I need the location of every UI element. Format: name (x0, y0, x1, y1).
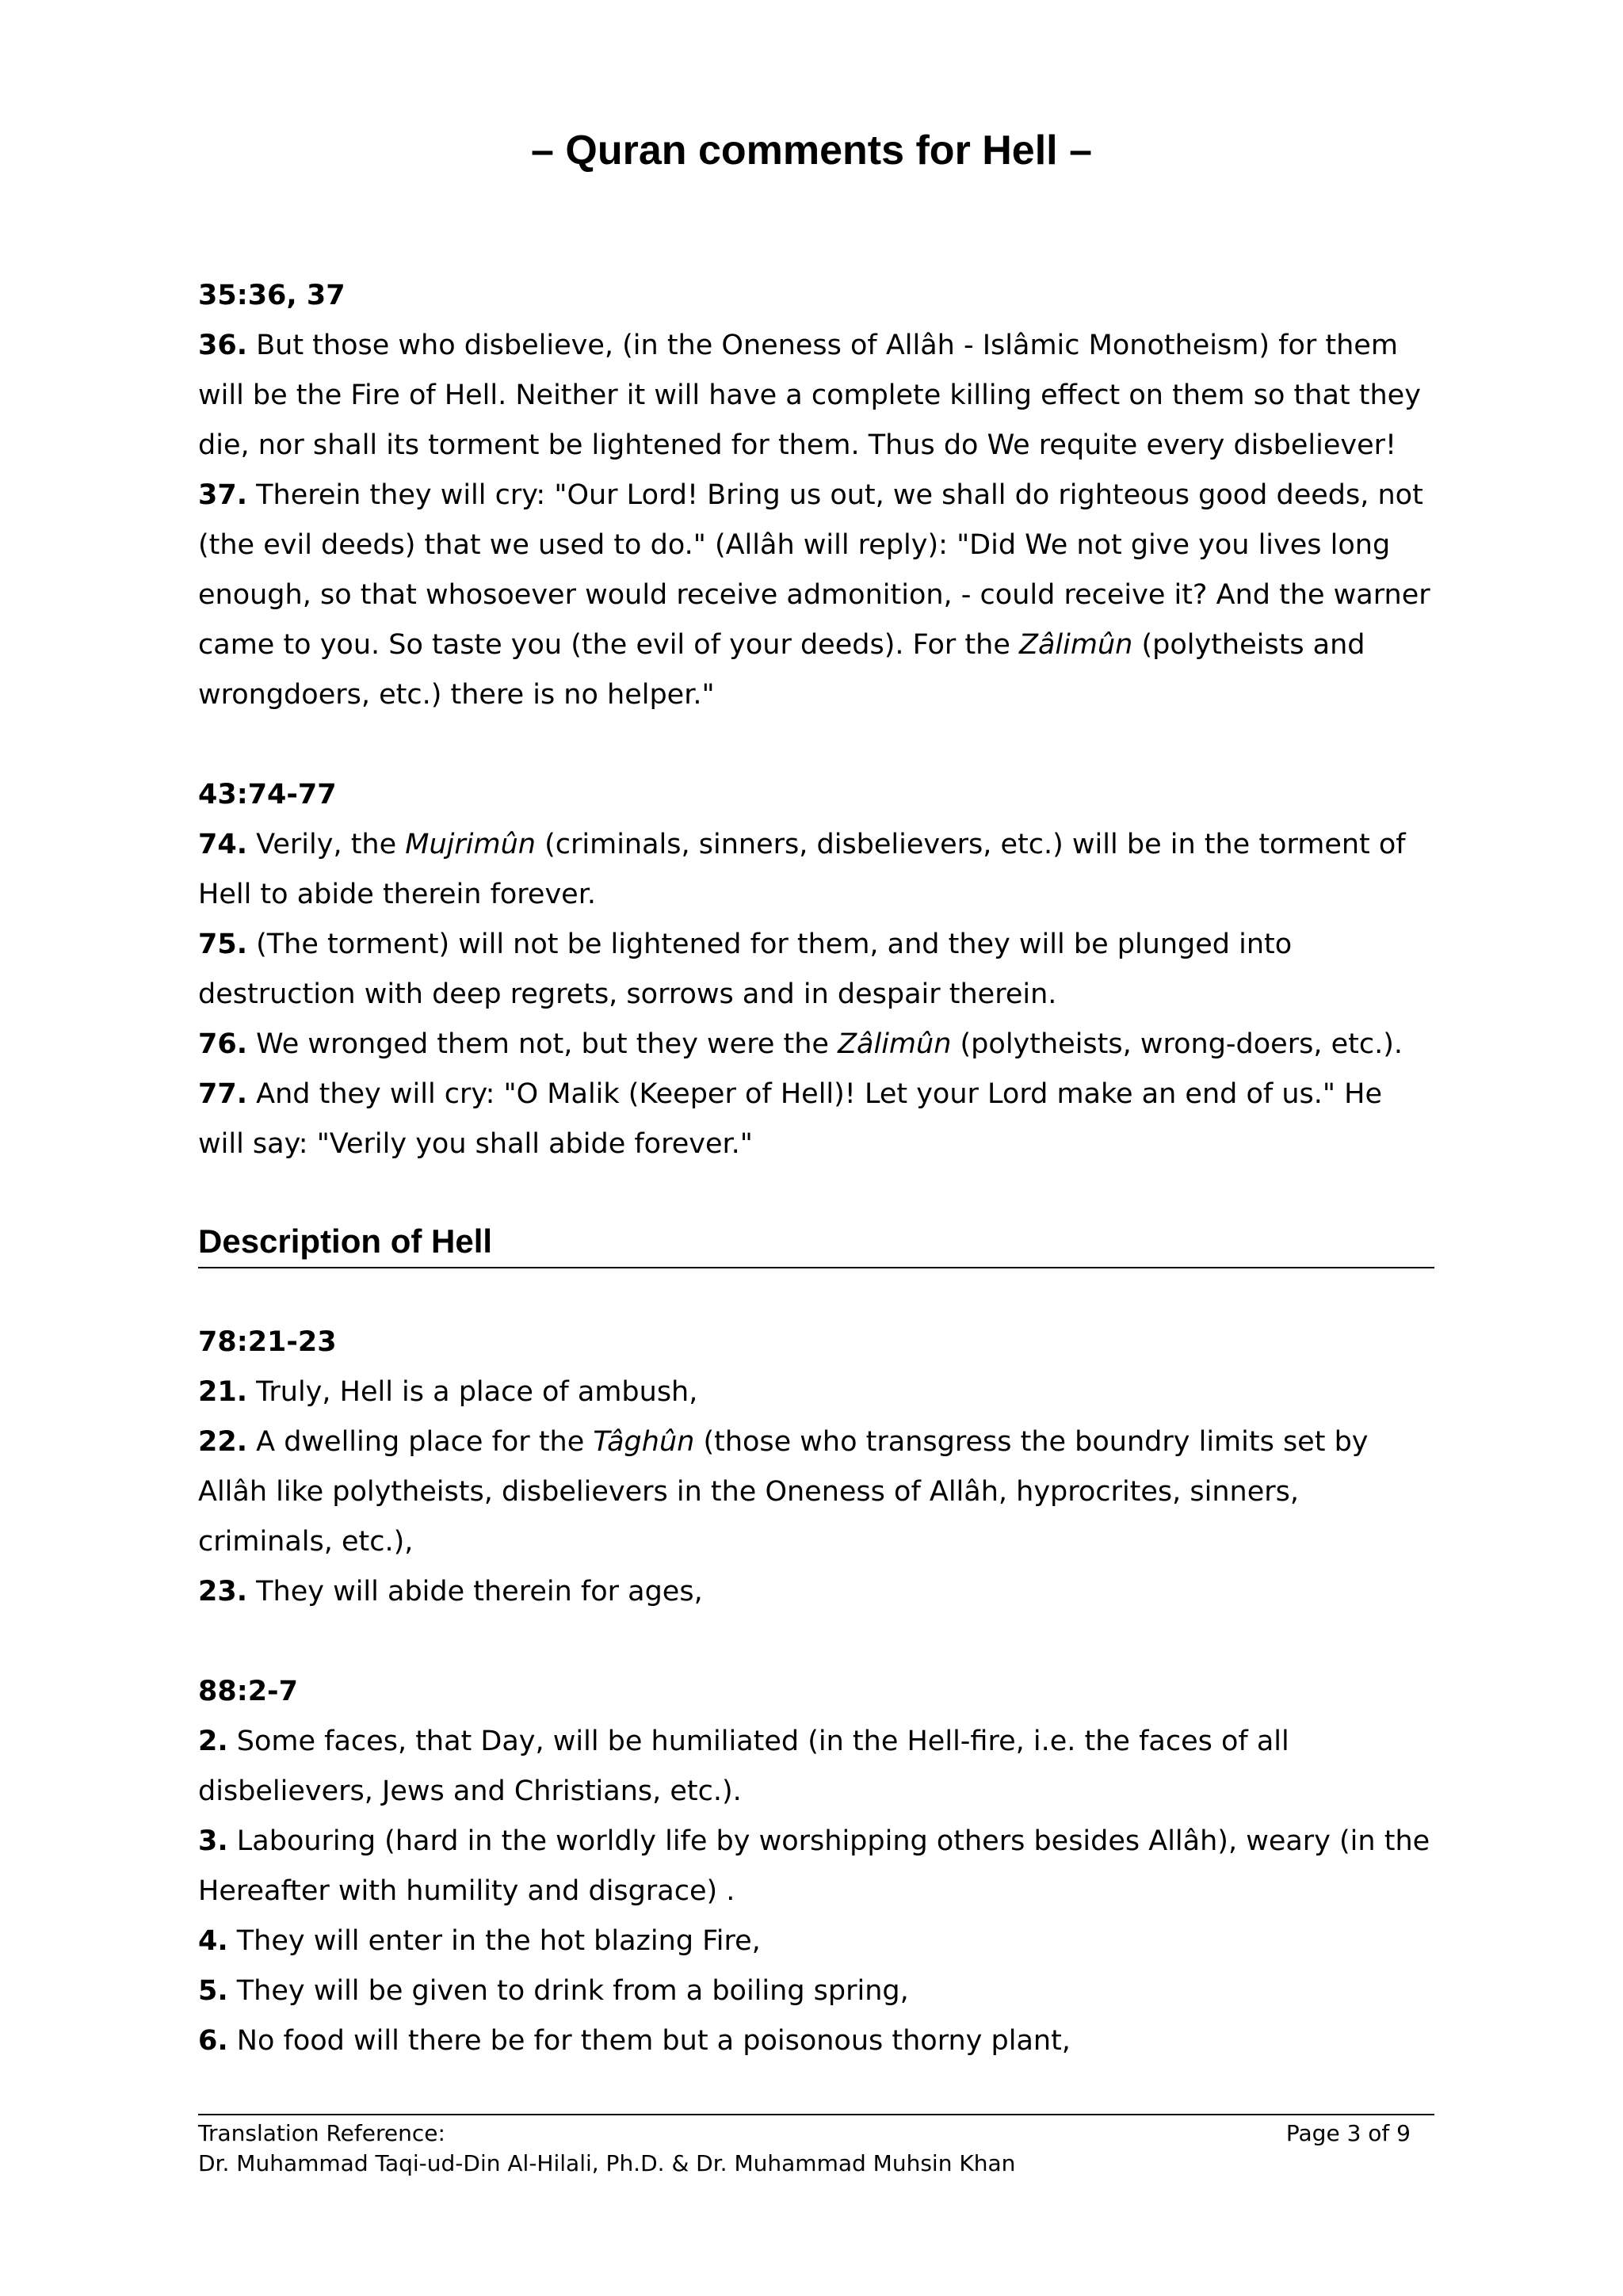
verse-reference: 88:2-7 (198, 1676, 298, 1707)
translation-reference-label: Translation Reference: (198, 2120, 445, 2146)
verse (198, 471, 1434, 720)
document-body (198, 271, 1434, 2116)
verse-term: Zâlimûn (838, 1028, 952, 1060)
verse-number: 77. (198, 1078, 248, 1110)
verse (198, 1717, 1434, 1817)
verse-number: 21. (198, 1376, 248, 1408)
verse (198, 1020, 1434, 1070)
verse-number: 2. (198, 1726, 228, 1757)
verse-text: (polytheists and wrongdoers, etc.) there is no helper." (198, 629, 1365, 711)
verse-text: Some faces, that Day, will be humiliated (in the Hell-fire, i.e. the faces of all disbelievers, Jews and Christians, etc.). (198, 1726, 1289, 1807)
verse-text: Labouring (hard in the worldly life by worshipping others besides Allâh), weary (in the Hereafter with humility and disgrace) . (198, 1825, 1430, 1907)
verse (198, 321, 1434, 471)
passage (198, 271, 1434, 720)
passage (198, 1667, 1434, 2066)
page-title: – Quran comments for Hell – (531, 128, 1092, 174)
verse-number: 76. (198, 1028, 248, 1060)
verse-text: (polytheists, wrong-doers, etc.). (951, 1028, 1403, 1060)
verse-number: 3. (198, 1825, 228, 1857)
verse-text: We wronged them not, but they were the (247, 1028, 838, 1060)
verse-text: They will abide therein for ages, (247, 1576, 703, 1608)
verse (198, 1917, 1434, 1966)
verse-number: 22. (198, 1426, 248, 1458)
verse (198, 1966, 1434, 2016)
verse (198, 820, 1434, 920)
verse-text: They will enter in the hot blazing Fire, (227, 1925, 761, 1957)
verse-reference: 35:36, 37 (198, 280, 346, 311)
verse-text: (criminals, sinners, disbelievers, etc.) will be in the torment of Hell to abide therein forever. (198, 829, 1406, 910)
verse-text: Therein they will cry: "Our Lord! Bring us out, we shall do righteous good deeds, not (the evil deeds) that we used to do." (Allâh will reply): "Did We not give you lives long enough, so that whosoever would receive admonition, - could receive it? And the warner came to you. So taste you (the evil of your deeds). For the (198, 479, 1430, 661)
passage (198, 770, 1434, 1169)
verse-text: But those who disbelieve, (in the Oneness of Allâh - Islâmic Monotheism) for them will be the Fire of Hell. Neither it will have a complete killing effect on them so that they die, nor shall its torment be lightened for them. Thus do We requite every disbeliever! (198, 330, 1421, 461)
verse-number: 4. (198, 1925, 228, 1957)
verse-number: 6. (198, 2025, 228, 2057)
page-number: Page 3 of 9 (1285, 2120, 1411, 2146)
verse-text: (The torment) will not be lightened for them, and they will be plunged into destruction with deep regrets, sorrows and in despair therein. (198, 929, 1293, 1010)
verse-reference: 78:21-23 (198, 1326, 337, 1358)
verse (198, 1817, 1434, 1917)
verse-text: No food will there be for them but a poisonous thorny plant, (227, 2025, 1071, 2057)
verse-number: 37. (198, 479, 248, 511)
verse-term: Mujrimûn (405, 829, 536, 860)
verse-number: 75. (198, 929, 248, 960)
verse-term: Tâghûn (593, 1426, 695, 1458)
verse (198, 1367, 1434, 1417)
verse-text: (those who transgress the boundry limits set by Allâh like polytheists, disbelievers in the Oneness of Allâh, hyprocrites, sinners, criminals, etc.), (198, 1426, 1369, 1558)
translators: Dr. Muhammad Taqi-ud-Din Al-Hilali, Ph.D. & Dr. Muhammad Muhsin Khan (198, 2150, 1016, 2176)
verse-number: 23. (198, 1576, 248, 1608)
verse (198, 1070, 1434, 1169)
verse (198, 1567, 1434, 1617)
verse (198, 1417, 1434, 1567)
verse-text: Truly, Hell is a place of ambush, (247, 1376, 698, 1408)
passage (198, 1318, 1434, 1617)
verse-reference: 43:74-77 (198, 779, 337, 810)
section-heading: Description of Hell (198, 1219, 1434, 1268)
verse-text: They will be given to drink from a boiling spring, (227, 1975, 909, 2007)
verse-text: And they will cry: "O Malik (Keeper of Hell)! Let your Lord make an end of us." He will say: "Verily you shall abide forever." (198, 1078, 1382, 1160)
footer-row (198, 2119, 1434, 2149)
verse-text: A dwelling place for the (247, 1426, 594, 1458)
verse-number: 5. (198, 1975, 228, 2007)
verse (198, 920, 1434, 1020)
verse-number: 36. (198, 330, 248, 361)
page-footer (198, 2114, 1434, 2179)
verse (198, 2016, 1434, 2066)
verse-term: Zâlimûn (1019, 629, 1133, 661)
verse-text: Verily, the (247, 829, 406, 860)
verse-number: 74. (198, 829, 248, 860)
